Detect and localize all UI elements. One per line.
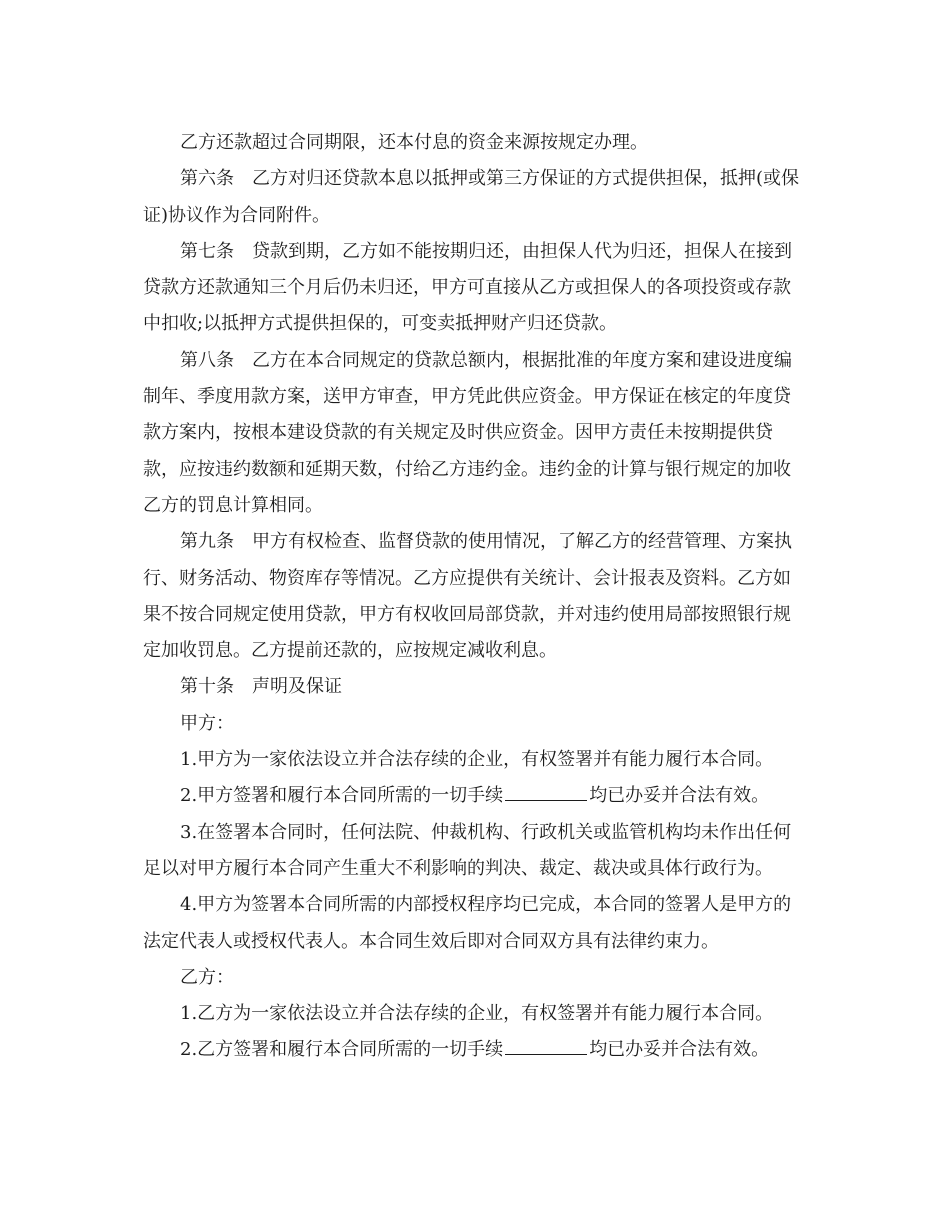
party-b-heading: 乙方：	[180, 966, 234, 988]
paragraph-article-6: 第六条 乙方对归还贷款本息以抵押或第三方保证的方式提供担保，抵押(或保证)协议作为合同附件。	[143, 168, 800, 226]
party-b-item-2-text-before: 2.乙方签署和履行本合同所需的一切手续	[180, 1039, 504, 1061]
party-a-heading: 甲方：	[180, 712, 234, 734]
fill-in-blank-line	[505, 780, 587, 801]
party-b-item-2-text-after: 均已办妥并合法有效。	[589, 1039, 770, 1061]
paragraph-article-7: 第七条 贷款到期，乙方如不能按期归还，由担保人代为归还，担保人在接到贷款方还款通知三个月后仍未归还，甲方可直接从乙方或担保人的各项投资或存款中扣收;以抵押方式提供担保的，可变卖抵押财产归还贷款。	[143, 240, 792, 335]
party-a-item-2-text-after: 均已办妥并合法有效。	[589, 785, 770, 807]
party-a-item-1: 1.甲方为一家依法设立并合法存续的企业，有权签署并有能力履行本合同。	[180, 749, 774, 771]
paragraph-article-10-heading: 第十条 声明及保证	[180, 676, 342, 698]
fill-in-blank-line	[505, 1034, 587, 1055]
party-a-item-4: 4.甲方为签署本合同所需的内部授权程序均已完成，本合同的签署人是甲方的法定代表人或授权代表人。本合同生效后即对合同双方具有法律约束力。	[143, 894, 792, 952]
document-body	[143, 125, 808, 1069]
paragraph-repayment-overdue: 乙方还款超过合同期限，还本付息的资金来源按规定办理。	[180, 132, 648, 153]
paragraph-article-9: 第九条 甲方有权检查、监督贷款的使用情况，了解乙方的经营管理、方案执行、财务活动、物资库存等情况。乙方应提供有关统计、会计报表及资料。乙方如果不按合同规定使用贷款，甲方有权收回局部贷款，并对违约使用局部按照银行规定加收罚息。乙方提前还款的，应按规定减收利息。	[143, 531, 792, 662]
party-b-item-2	[143, 1032, 808, 1068]
party-a-item-2-text-before: 2.甲方签署和履行本合同所需的一切手续	[180, 785, 504, 807]
paragraph-article-8: 第八条 乙方在本合同规定的贷款总额内，根据批准的年度方案和建设进度编制年、季度用款方案，送甲方审查，甲方凭此供应资金。甲方保证在核定的年度贷款方案内，按根本建设贷款的有关规定及时供应资金。因甲方责任未按期提供贷款，应按违约数额和延期天数，付给乙方违约金。违约金的计算与银行规定的加收乙方的罚息计算相同。	[143, 349, 792, 516]
party-a-item-3: 3.在签署本合同时，任何法院、仲裁机构、行政机关或监管机构均未作出任何足以对甲方履行本合同产生重大不利影响的判决、裁定、裁决或具体行政行为。	[143, 821, 792, 879]
party-a-item-2	[143, 778, 808, 814]
party-b-item-1: 1.乙方为一家依法设立并合法存续的企业，有权签署并有能力履行本合同。	[180, 1003, 774, 1025]
